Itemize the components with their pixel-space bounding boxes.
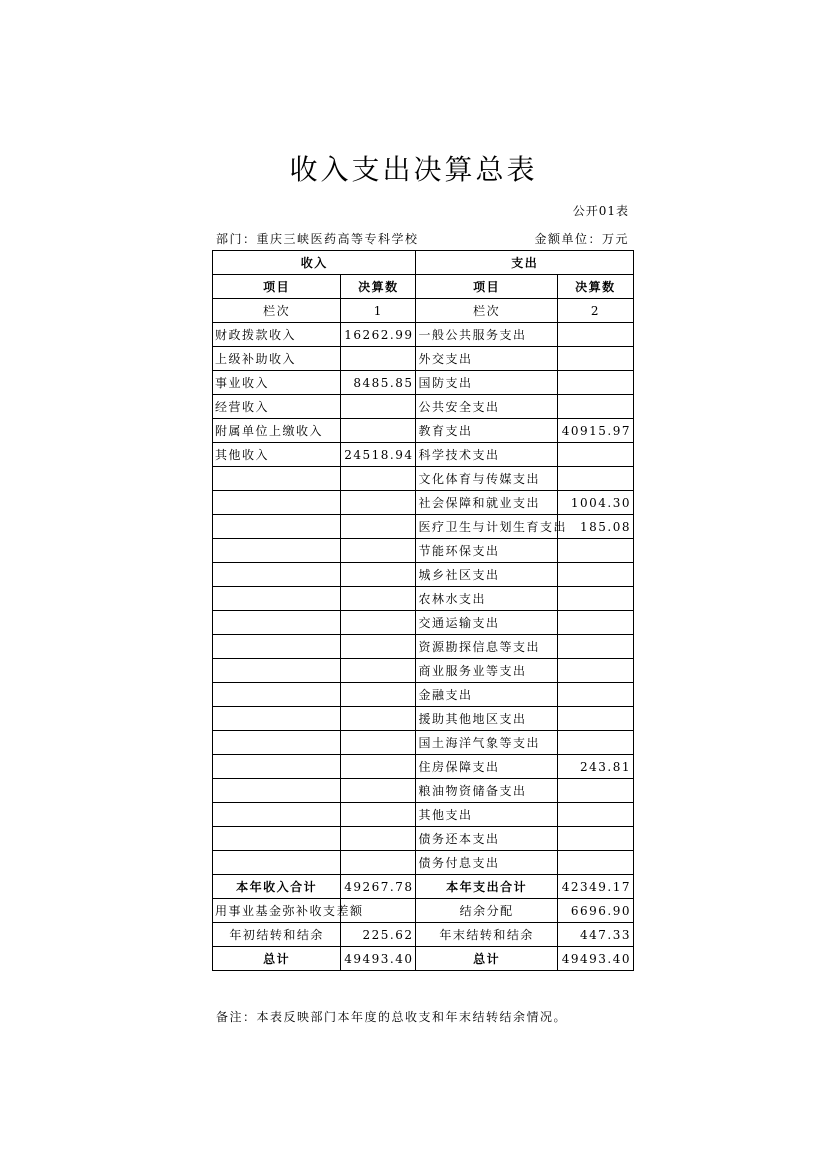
footnote: 备注：本表反映部门本年度的总收支和年末结转结余情况。 xyxy=(216,1010,568,1024)
expense-item-header: 项目 xyxy=(416,275,557,299)
table-row xyxy=(213,851,634,875)
expense-amount xyxy=(557,539,633,563)
header-row-top xyxy=(213,251,634,275)
expense-amount: 243.81 xyxy=(557,755,633,779)
expense-item: 科学技术支出 xyxy=(416,443,557,467)
income-amount xyxy=(341,635,416,659)
income-item xyxy=(213,539,341,563)
table-row xyxy=(213,755,634,779)
income-item xyxy=(213,515,341,539)
income-item: 事业收入 xyxy=(213,371,341,395)
expense-item: 农林水支出 xyxy=(416,587,557,611)
expense-item: 社会保障和就业支出 xyxy=(416,491,557,515)
income-item: 附属单位上缴收入 xyxy=(213,419,341,443)
income-item xyxy=(213,827,341,851)
income-header: 收入 xyxy=(213,251,416,275)
fund-label: 用事业基金弥补收支差额 xyxy=(213,899,341,923)
expense-header: 支出 xyxy=(416,251,634,275)
end-balance-value: 447.33 xyxy=(557,923,633,947)
distribution-label: 结余分配 xyxy=(416,899,557,923)
expense-amount-header: 决算数 xyxy=(557,275,633,299)
budget-table xyxy=(212,250,634,971)
table-row xyxy=(213,635,634,659)
table-row xyxy=(213,827,634,851)
table-row xyxy=(213,731,634,755)
table-row xyxy=(213,539,634,563)
income-column-label: 栏次 xyxy=(213,299,341,323)
expense-amount xyxy=(557,563,633,587)
income-item xyxy=(213,683,341,707)
income-item-header: 项目 xyxy=(213,275,341,299)
expense-item: 金融支出 xyxy=(416,683,557,707)
income-amount xyxy=(341,659,416,683)
income-total-label: 本年收入合计 xyxy=(213,875,341,899)
income-item xyxy=(213,563,341,587)
income-amount xyxy=(341,563,416,587)
income-amount xyxy=(341,683,416,707)
table-row xyxy=(213,683,634,707)
department-label: 部门：重庆三峡医药高等专科学校 xyxy=(216,232,419,246)
income-item xyxy=(213,611,341,635)
table-row xyxy=(213,563,634,587)
income-amount xyxy=(341,395,416,419)
expense-item: 其他支出 xyxy=(416,803,557,827)
expense-total-value: 42349.17 xyxy=(557,875,633,899)
expense-item: 债务还本支出 xyxy=(416,827,557,851)
income-amount xyxy=(341,779,416,803)
income-item xyxy=(213,635,341,659)
form-number: 公开01表 xyxy=(572,204,629,218)
begin-balance-value: 225.62 xyxy=(341,923,416,947)
expense-amount: 1004.30 xyxy=(557,491,633,515)
income-item: 经营收入 xyxy=(213,395,341,419)
table-row xyxy=(213,587,634,611)
expense-item: 节能环保支出 xyxy=(416,539,557,563)
expense-amount xyxy=(557,323,633,347)
income-item xyxy=(213,659,341,683)
expense-item: 文化体育与传媒支出 xyxy=(416,467,557,491)
income-item xyxy=(213,755,341,779)
income-item: 上级补助收入 xyxy=(213,347,341,371)
income-amount xyxy=(341,491,416,515)
expense-amount xyxy=(557,707,633,731)
expense-amount: 40915.97 xyxy=(557,419,633,443)
income-item xyxy=(213,467,341,491)
expense-item: 援助其他地区支出 xyxy=(416,707,557,731)
expense-item: 住房保障支出 xyxy=(416,755,557,779)
income-column-number: 1 xyxy=(341,299,416,323)
income-item: 其他收入 xyxy=(213,443,341,467)
grand-total-row xyxy=(213,947,634,971)
income-amount xyxy=(341,419,416,443)
expense-item: 粮油物资储备支出 xyxy=(416,779,557,803)
grand-total-label-left: 总计 xyxy=(213,947,341,971)
expense-amount: 185.08 xyxy=(557,515,633,539)
income-amount: 16262.99 xyxy=(341,323,416,347)
income-item xyxy=(213,707,341,731)
fund-distribution-row xyxy=(213,899,634,923)
begin-balance-label: 年初结转和结余 xyxy=(213,923,341,947)
expense-amount xyxy=(557,371,633,395)
table-row xyxy=(213,347,634,371)
income-total-value: 49267.78 xyxy=(341,875,416,899)
expense-item: 债务付息支出 xyxy=(416,851,557,875)
page-title: 收入支出决算总表 xyxy=(289,153,538,186)
income-amount-header: 决算数 xyxy=(341,275,416,299)
expense-amount xyxy=(557,467,633,491)
table-row xyxy=(213,323,634,347)
income-amount xyxy=(341,611,416,635)
income-amount xyxy=(341,707,416,731)
expense-amount xyxy=(557,683,633,707)
expense-item: 国防支出 xyxy=(416,371,557,395)
distribution-value: 6696.90 xyxy=(557,899,633,923)
income-item: 财政拨款收入 xyxy=(213,323,341,347)
carryover-row xyxy=(213,923,634,947)
income-amount xyxy=(341,515,416,539)
expense-column-label: 栏次 xyxy=(416,299,557,323)
income-amount xyxy=(341,827,416,851)
unit-label: 金额单位：万元 xyxy=(534,232,629,246)
table-row xyxy=(213,515,634,539)
expense-item: 外交支出 xyxy=(416,347,557,371)
expense-item: 资源勘探信息等支出 xyxy=(416,635,557,659)
expense-item: 一般公共服务支出 xyxy=(416,323,557,347)
income-item xyxy=(213,803,341,827)
table-row xyxy=(213,395,634,419)
expense-amount xyxy=(557,347,633,371)
expense-amount xyxy=(557,731,633,755)
table-row xyxy=(213,659,634,683)
income-amount xyxy=(341,851,416,875)
header-row-columns xyxy=(213,275,634,299)
expense-item: 城乡社区支出 xyxy=(416,563,557,587)
expense-amount xyxy=(557,611,633,635)
income-amount xyxy=(341,731,416,755)
expense-item: 公共安全支出 xyxy=(416,395,557,419)
column-number-row xyxy=(213,299,634,323)
expense-amount xyxy=(557,635,633,659)
expense-item: 国土海洋气象等支出 xyxy=(416,731,557,755)
expense-amount xyxy=(557,443,633,467)
table-row xyxy=(213,707,634,731)
annual-total-row xyxy=(213,875,634,899)
income-item xyxy=(213,491,341,515)
expense-amount xyxy=(557,779,633,803)
expense-amount xyxy=(557,659,633,683)
table-row xyxy=(213,611,634,635)
expense-item: 教育支出 xyxy=(416,419,557,443)
expense-item: 交通运输支出 xyxy=(416,611,557,635)
income-item xyxy=(213,587,341,611)
expense-amount xyxy=(557,851,633,875)
table-row xyxy=(213,467,634,491)
expense-amount xyxy=(557,395,633,419)
income-amount xyxy=(341,539,416,563)
income-item xyxy=(213,851,341,875)
expense-total-label: 本年支出合计 xyxy=(416,875,557,899)
income-amount: 8485.85 xyxy=(341,371,416,395)
expense-column-number: 2 xyxy=(557,299,633,323)
expense-item: 医疗卫生与计划生育支出 xyxy=(416,515,557,539)
expense-amount xyxy=(557,587,633,611)
end-balance-label: 年末结转和结余 xyxy=(416,923,557,947)
expense-amount xyxy=(557,803,633,827)
expense-item: 商业服务业等支出 xyxy=(416,659,557,683)
income-item xyxy=(213,731,341,755)
table-row xyxy=(213,803,634,827)
income-item xyxy=(213,779,341,803)
grand-total-value-right: 49493.40 xyxy=(557,947,633,971)
income-amount xyxy=(341,803,416,827)
expense-amount xyxy=(557,827,633,851)
table-row xyxy=(213,443,634,467)
table-row xyxy=(213,371,634,395)
income-amount xyxy=(341,467,416,491)
income-amount xyxy=(341,347,416,371)
grand-total-label-right: 总计 xyxy=(416,947,557,971)
table-row xyxy=(213,491,634,515)
grand-total-value-left: 49493.40 xyxy=(341,947,416,971)
income-amount xyxy=(341,755,416,779)
table-row xyxy=(213,419,634,443)
table-row xyxy=(213,779,634,803)
income-amount: 24518.94 xyxy=(341,443,416,467)
income-amount xyxy=(341,587,416,611)
